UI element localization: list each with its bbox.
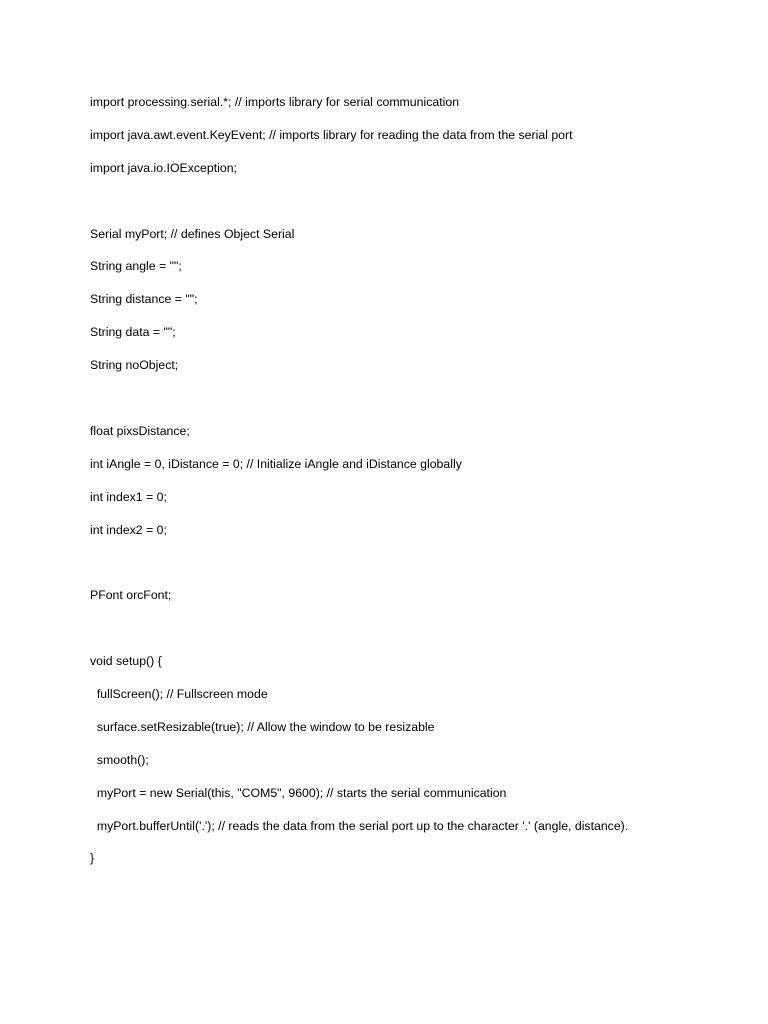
- code-text-body: [90, 92, 730, 881]
- blank-line: [90, 388, 730, 421]
- code-line-18: void setup() {: [90, 654, 162, 669]
- blank-line: [90, 618, 730, 651]
- code-line-22: myPort = new Serial(this, "COM5", 9600); // starts the serial communication: [90, 785, 507, 800]
- code-line-3: import java.io.IOException;: [90, 160, 237, 175]
- code-line-24: }: [90, 851, 95, 866]
- code-line-7: String distance = "";: [90, 292, 198, 307]
- code-line-21: smooth();: [90, 752, 149, 767]
- code-line-19: fullScreen(); // Fullscreen mode: [90, 687, 268, 702]
- code-line-2: import java.awt.event.KeyEvent; // imports library for reading the data from the serial port: [90, 127, 573, 142]
- code-line-5: Serial myPort; // defines Object Serial: [90, 226, 295, 241]
- code-line-6: String angle = "";: [90, 259, 182, 274]
- blank-line: [90, 552, 730, 585]
- code-line-23: myPort.bufferUntil('.'); // reads the data from the serial port up to the character '.' (angle, distance).: [90, 818, 629, 833]
- code-line-14: int index2 = 0;: [90, 522, 167, 537]
- blank-line: [90, 191, 730, 224]
- code-line-16: PFont orcFont;: [90, 588, 172, 603]
- code-line-9: String noObject;: [90, 358, 179, 373]
- code-line-20: surface.setResizable(true); // Allow the window to be resizable: [90, 719, 435, 734]
- code-line-11: float pixsDistance;: [90, 423, 190, 438]
- code-line-12: int iAngle = 0, iDistance = 0; // Initialize iAngle and iDistance globally: [90, 456, 462, 471]
- code-line-1: import processing.serial.*; // imports library for serial communication: [90, 95, 460, 109]
- code-line-8: String data = "";: [90, 325, 176, 340]
- code-line-13: int index1 = 0;: [90, 489, 167, 504]
